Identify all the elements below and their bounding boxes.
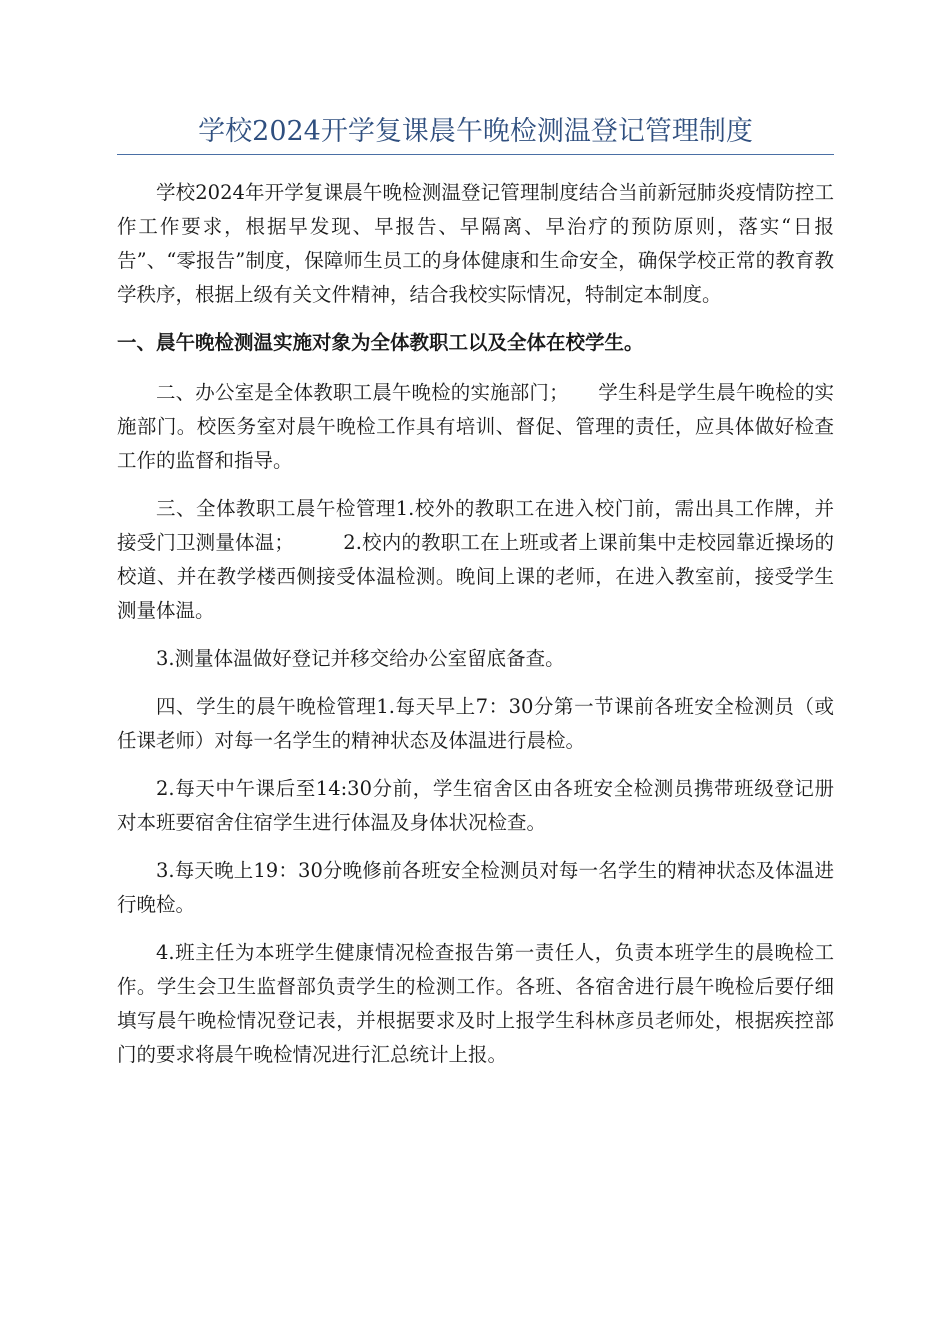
document-body <box>117 176 834 1086</box>
section-heading-1: 一、晨午晚检测温实施对象为全体教职工以及全体在校学生。 <box>117 331 644 354</box>
document-title: 学校2024开学复课晨午晚检测温登记管理制度 <box>198 116 753 147</box>
section-paragraph-4-item-4: 4.班主任为本班学生健康情况检查报告第一责任人，负责本班学生的晨晚检工作。学生会卫生监督部负责学生的检测工作。各班、各宿舍进行晨午晚检后要仔细填写晨午晚检情况登记表，并根据要求及时上报学生科林彦员老师处，根据疾控部门的要求将晨午晚检情况进行汇总统计上报。 <box>117 941 834 1066</box>
section-paragraph-2: 二、办公室是全体教职工晨午晚检的实施部门； 学生科是学生晨午晚检的实施部门。校医务室对晨午晚检工作具有培训、督促、管理的责任，应具体做好检查工作的监督和指导。 <box>117 381 834 472</box>
section-paragraph-3: 三、全体教职工晨午检管理1.校外的教职工在进入校门前，需出具工作牌，并接受门卫测量体温； 2.校内的教职工在上班或者上课前集中走校园靠近操场的校道、并在教学楼西侧接受体温检测。晚间上课的老师，在进入教室前，接受学生测量体温。 <box>117 497 834 622</box>
section-paragraph-3-item-3: 3.测量体温做好登记并移交给办公室留底备查。 <box>156 647 565 670</box>
section-paragraph-4-item-2: 2.每天中午课后至14:30分前，学生宿舍区由各班安全检测员携带班级登记册对本班要宿舍住宿学生进行体温及身体状况检查。 <box>117 777 834 834</box>
section-paragraph-4-item-3: 3.每天晚上19：30分晚修前各班安全检测员对每一名学生的精神状态及体温进行晚检。 <box>117 859 834 916</box>
title-underline <box>117 154 834 155</box>
section-paragraph-4: 四、学生的晨午晚检管理1.每天早上7：30分第一节课前各班安全检测员（或任课老师）对每一名学生的精神状态及体温进行晨检。 <box>117 695 834 752</box>
intro-paragraph: 学校2024年开学复课晨午晚检测温登记管理制度结合当前新冠肺炎疫情防控工作工作要求，根据早发现、早报告、早隔离、早治疗的预防原则，落实“日报告”、“零报告”制度，保障师生员工的身体健康和生命安全，确保学校正常的教育教学秩序，根据上级有关文件精神，结合我校实际情况，特制定本制度。 <box>117 181 834 306</box>
